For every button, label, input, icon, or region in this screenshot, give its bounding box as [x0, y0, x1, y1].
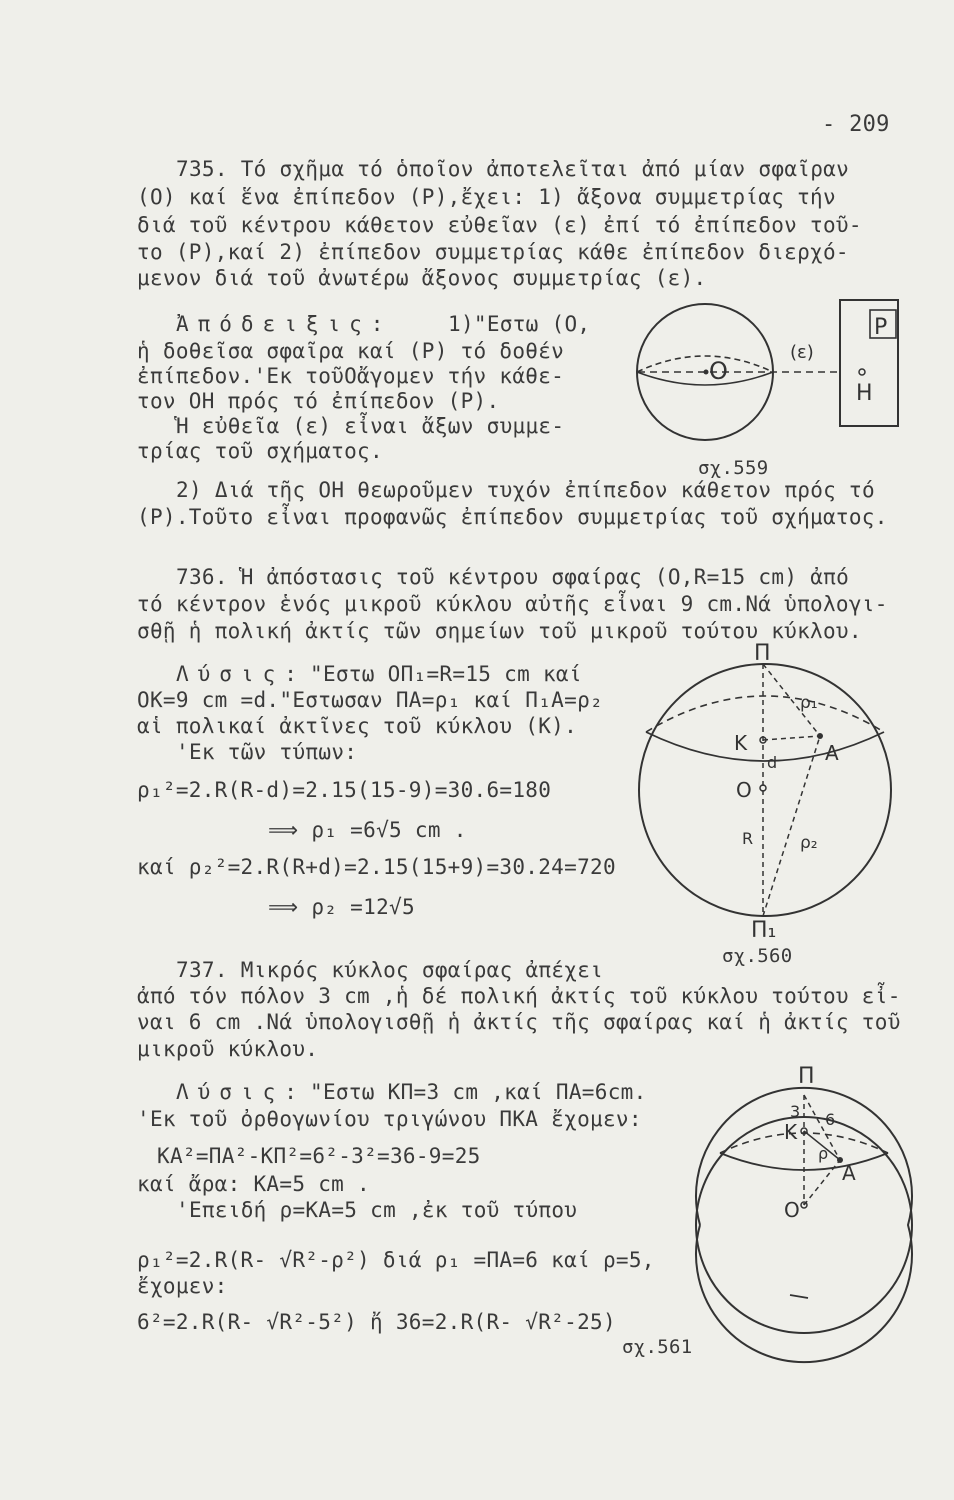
fig560-label-Pi1: Π₁ [751, 918, 777, 943]
p736-solution-line-8: ⟹ ρ₂ =12√5 [268, 895, 415, 919]
fig560-label-rho1: ρ₁ [800, 693, 818, 713]
figure-561 [690, 1055, 930, 1315]
p736-solution-line-7: καί ρ₂²=2.R(R+d)=2.15(15+9)=30.24=720 [137, 855, 616, 879]
p735-line-5: μενον διά τοῦ ἀνωτέρω ἄξονος συμμετρίας (ε). [137, 266, 707, 290]
fig560-label-d: d [767, 753, 778, 772]
fig560-back-small-circle [646, 696, 884, 732]
p735-line-1: 735. Τό σχῆμα τό ὁποῖον ἀποτελεῖται ἀπό μίαν σφαῖραν [176, 157, 850, 181]
fig560-point-A [817, 733, 823, 739]
fig559-caption: σχ.559 [698, 457, 769, 479]
p736-solution-label: Λύσις: [176, 662, 306, 686]
p736-line-3: σθῇ ἡ πολική ἀκτίς τῶν σημείων τοῦ μικροῦ τούτου κύκλου. [137, 619, 862, 643]
p735-proof-line-3: ἐπίπεδον.'Εκ τοῦΟἄγομεν τήν κάθε- [137, 364, 565, 388]
figure-560 [630, 640, 920, 943]
p737-solution-line-2: 'Εκ τοῦ ὀρθογωνίου τριγώνου ΠΚΑ ἔχομεν: [137, 1107, 642, 1131]
fig559-center-point [704, 370, 709, 375]
p737-line-3: ναι 6 cm .Νά ὑπολογισθῇ ἡ ἀκτίς τῆς σφαίρας καί ἡ ἀκτίς τοῦ [137, 1010, 901, 1034]
fig559-label-P: P [874, 315, 888, 340]
p736-solution-line-4: 'Εκ τῶν τύπων: [176, 740, 358, 764]
p735-proof-line-2: ἡ δοθεῖσα σφαῖρα καί (Ρ) τό δοθέν [137, 339, 565, 363]
p737-solution-line-8: 6²=2.R(R- √R²-5²) ἤ 36=2.R(R- √R²-25) [137, 1310, 616, 1334]
p736-line-2: τό κέντρον ἑνός μικροῦ κύκλου αὐτῆς εἶναι 9 cm.Νά ὑπολογι- [137, 592, 888, 616]
fig561-segment-OA [804, 1160, 840, 1205]
p736-solution-line-1: "Εστω ΟΠ₁=R=15 cm καί [310, 662, 582, 686]
fig561-label-Pi: Π [798, 1064, 815, 1089]
p735-line-4: το (Ρ),καί 2) ἐπίπεδον συμμετρίας κάθε ἐπίπεδον διερχό- [137, 240, 849, 264]
fig559-label-O: O [709, 357, 728, 385]
fig560-label-O: O [736, 778, 752, 802]
fig561-stray-mark [790, 1295, 808, 1298]
fig560-label-K: K [734, 731, 748, 755]
fig559-label-e: (ε) [790, 342, 814, 363]
p735-proof-line-7: 2) Διά τῆς ΟΗ θεωροῦμεν τυχόν ἐπίπεδον κάθετον πρός τό [176, 478, 875, 502]
p737-solution-line-7: ἔχομεν: [137, 1274, 228, 1298]
p736-line-1: 736. Ἡ ἀπόστασις τοῦ κέντρου σφαίρας (Ο,R=15 cm) ἀπό [176, 565, 850, 589]
fig560-label-rho2: ρ₂ [800, 833, 818, 853]
p736-solution-line-2: ΟΚ=9 cm =d."Εστωσαν ΠΑ=ρ₁ καί Π₁Α=ρ₂ [137, 688, 603, 712]
p735-line-2: (Ο) καί ἕνα ἐπίπεδον (Ρ),ἔχει: 1) ἄξονα συμμετρίας τήν [137, 185, 836, 209]
fig559-back-equator [637, 356, 773, 372]
p735-proof-line-6: τρίας τοῦ σχήματος. [137, 439, 383, 463]
fig560-label-A: A [825, 741, 839, 765]
p736-solution-line-3: αἱ πολικαί ἀκτῖνες τοῦ κύκλου (Κ). [137, 714, 578, 738]
fig559-plane [840, 300, 898, 426]
fig561-label-3: 3 [790, 1102, 801, 1121]
fig561-sphere [696, 1088, 912, 1362]
fig560-front-small-circle [646, 732, 884, 761]
p737-line-4: μικροῦ κύκλου. [137, 1037, 319, 1061]
fig561-label-O: O [784, 1198, 800, 1222]
p736-solution-line-5: ρ₁²=2.R(R-d)=2.15(15-9)=30.6=180 [137, 778, 552, 802]
fig561-label-A: A [842, 1161, 856, 1185]
p737-solution-line-4: καί ἄρα: ΚΑ=5 cm . [137, 1172, 370, 1196]
p737-solution-line-6: ρ₁²=2.R(R- √R²-ρ²) διά ρ₁ =ΠΑ=6 καί ρ=5, [137, 1248, 655, 1272]
p737-solution-line-1: "Εστω ΚΠ=3 cm ,καί ΠΑ=6cm. [310, 1080, 647, 1104]
fig560-caption: σχ.560 [722, 945, 793, 967]
fig561-label-6: 6 [825, 1110, 836, 1129]
fig560-label-Pi: Π [754, 641, 771, 666]
figure-559 [630, 300, 910, 480]
p737-solution-line-5: 'Επειδή ρ=ΚΑ=5 cm ,ἐκ τοῦ τύπου [176, 1198, 578, 1222]
fig561-label-K: K [784, 1120, 798, 1144]
p737-solution-label: Λύσις: [176, 1080, 306, 1104]
p735-proof-line-4: τον ΟΗ πρός τό ἐπίπεδον (Ρ). [137, 389, 500, 413]
fig559-label-H: H [856, 381, 873, 406]
p737-solution-line-3: ΚΑ²=ΠΑ²-ΚΠ²=6²-3²=36-9=25 [157, 1144, 481, 1168]
p737-line-1: 737. Μικρός κύκλος σφαίρας ἀπέχει [176, 958, 604, 982]
fig560-radius-KA [763, 736, 820, 740]
p737-line-2: ἀπό τόν πόλον 3 cm ,ἡ δέ πολική ἀκτίς τοῦ κύκλου τούτου εἶ- [137, 984, 901, 1008]
p735-proof-line-5: Ἡ εὐθεῖα (ε) εἶναι ἄξων συμμε- [176, 414, 565, 438]
page-number: - 209 [822, 112, 890, 137]
p735-line-3: διά τοῦ κέντρου κάθετον εὐθεῖαν (ε) ἐπί τό ἐπίπεδον τοῦ- [137, 213, 862, 237]
p735-proof-line-8: (Ρ).Τοῦτο εἶναι προφανῶς ἐπίπεδον συμμετρίας τοῦ σχήματος. [137, 505, 888, 529]
p735-proof-line-1: 1)"Εστω (Ο, [448, 312, 591, 336]
p735-proof-label: Ἀπόδειξις: [176, 312, 393, 336]
p736-solution-line-6: ⟹ ρ₁ =6√5 cm . [268, 818, 467, 842]
fig561-caption: σχ.561 [622, 1336, 693, 1358]
fig560-label-R: R [742, 829, 754, 848]
fig561-label-rho: ρ [818, 1144, 829, 1163]
